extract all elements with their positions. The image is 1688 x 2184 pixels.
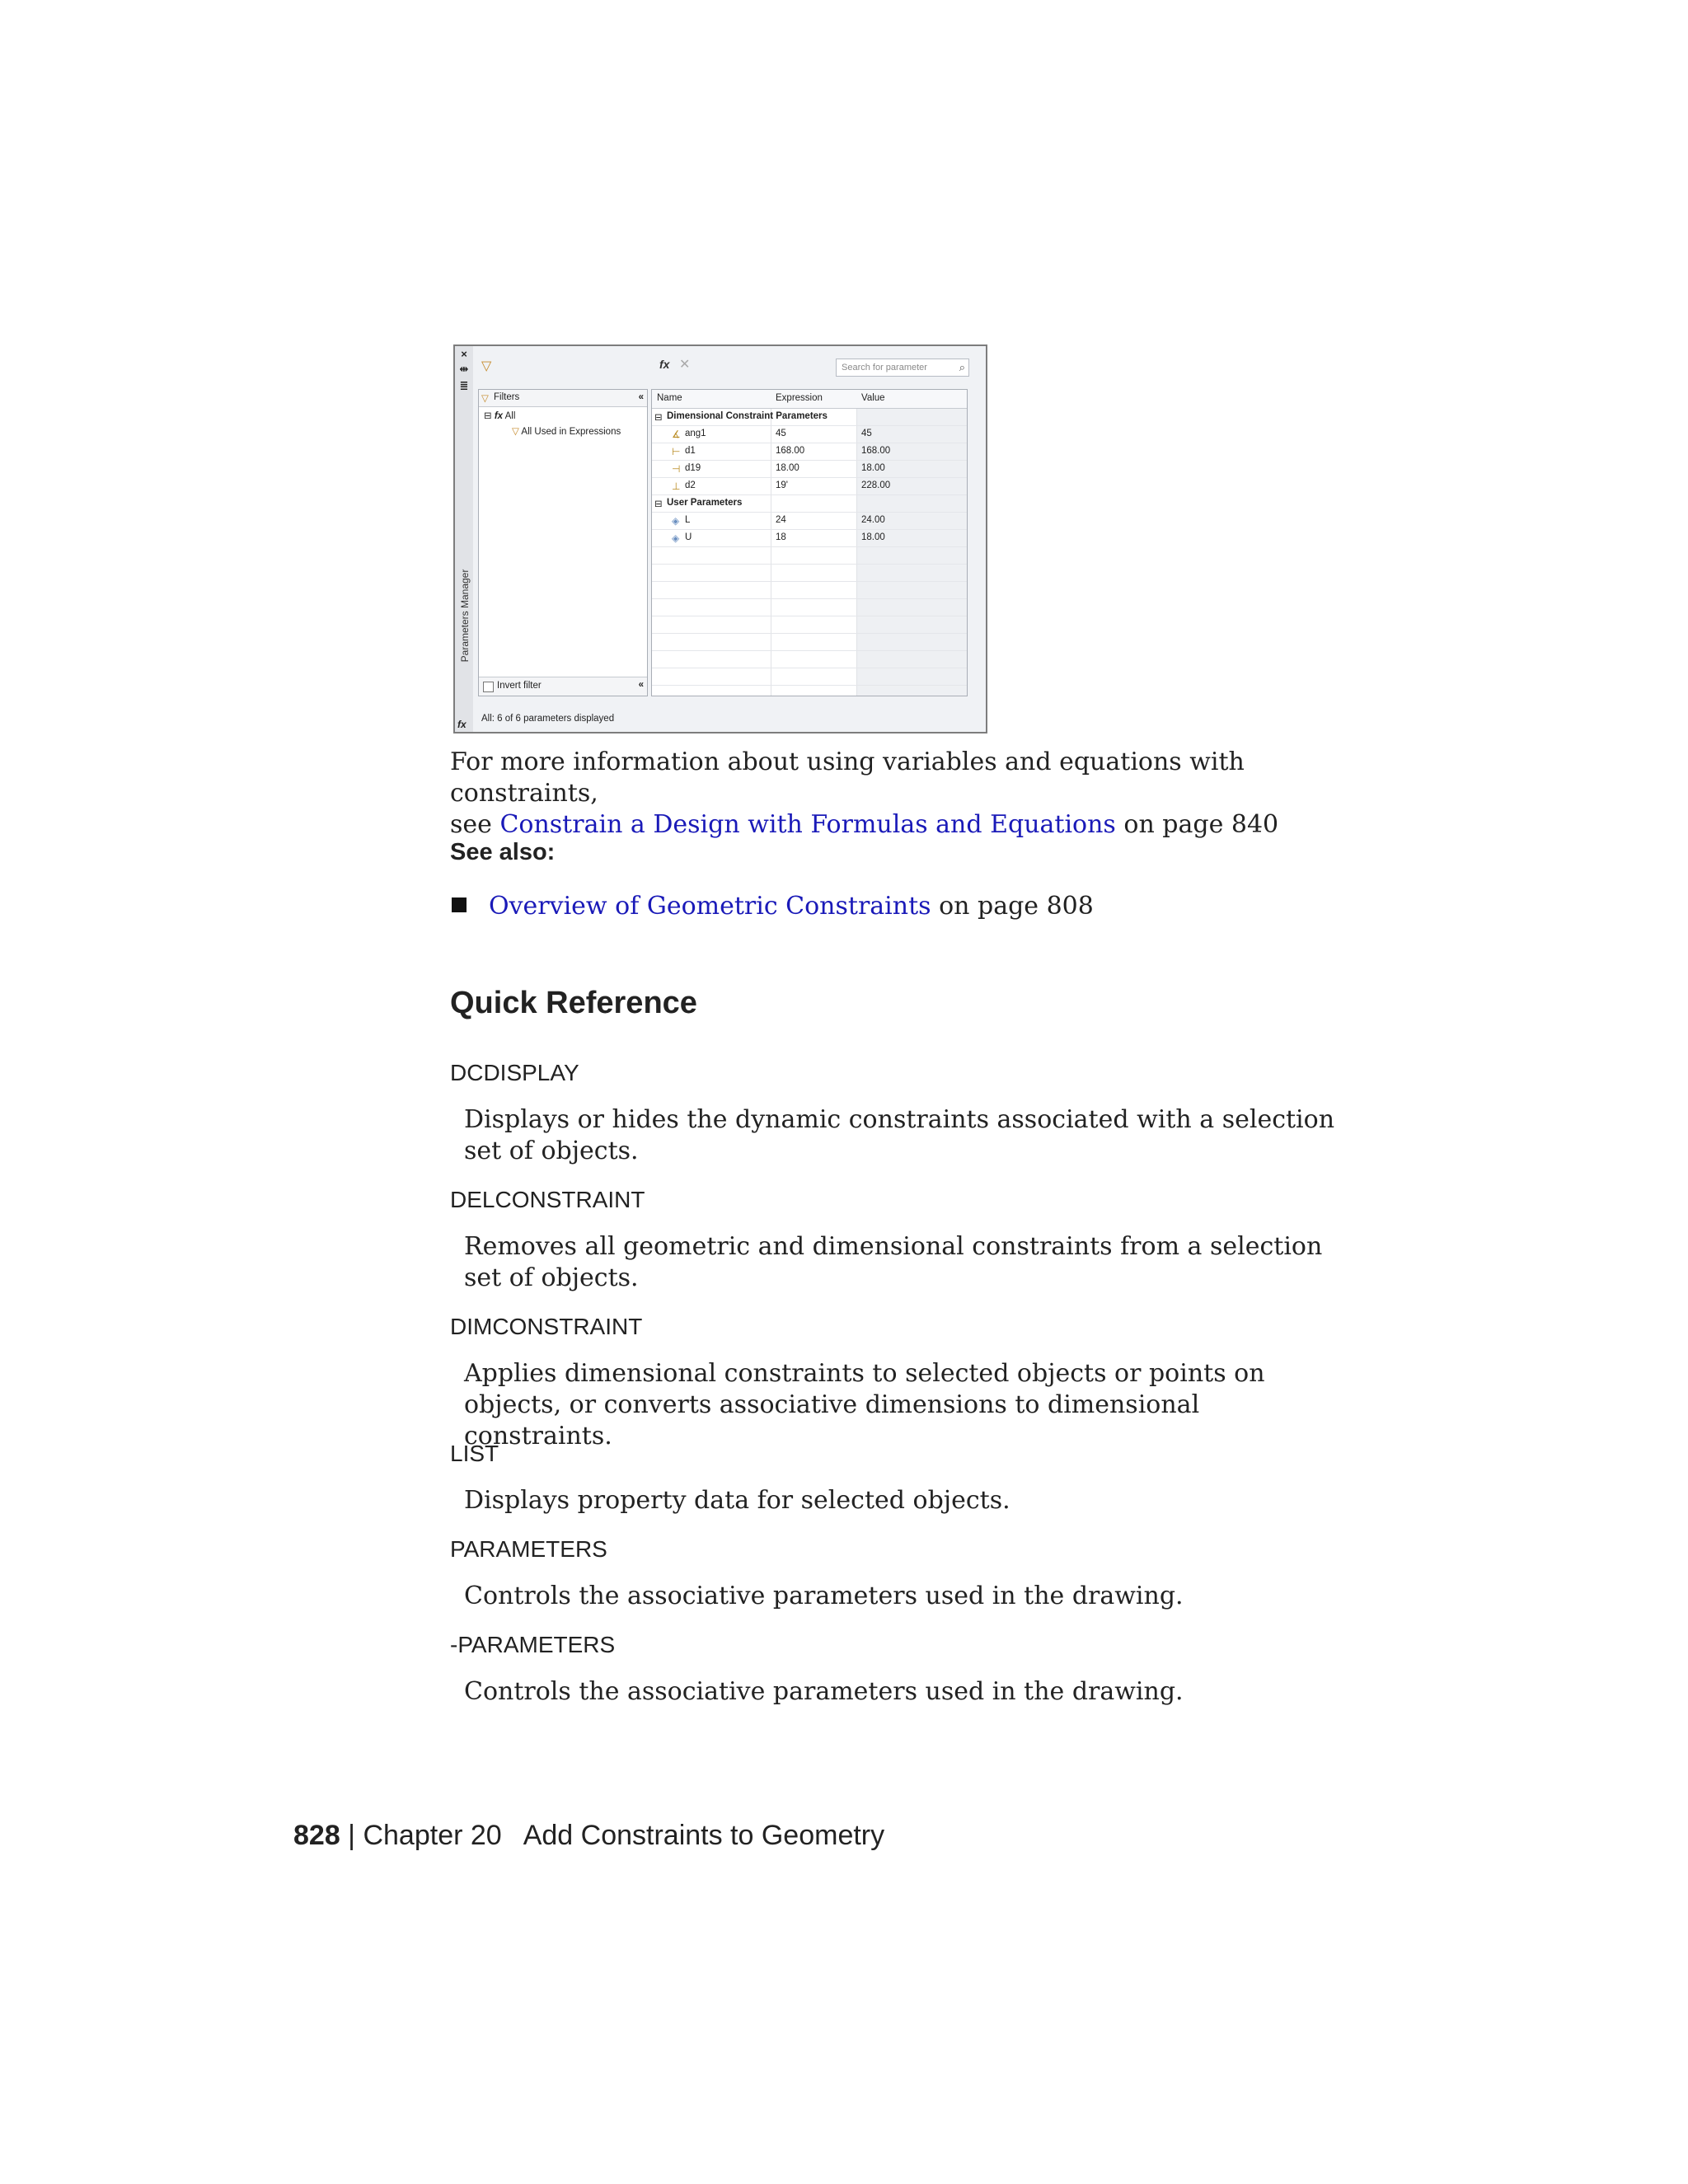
param-value: 18.00 (861, 532, 885, 542)
intro-line-2 (450, 809, 1357, 841)
filter-icon[interactable]: ▽ (481, 359, 492, 373)
table-row[interactable] (652, 460, 967, 478)
command-list[interactable]: LIST (450, 1441, 499, 1466)
tree-item-all[interactable] (484, 410, 515, 421)
group-label: Dimensional Constraint Parameters (667, 411, 828, 421)
overview-geometric-link[interactable]: Overview of Geometric Constraints (489, 892, 931, 921)
param-value: 24.00 (861, 515, 885, 525)
command-dimconstraint[interactable]: DIMCONSTRAINT (450, 1314, 643, 1339)
intro-paragraph (450, 747, 1357, 841)
param-name: U (685, 532, 692, 542)
fx-icon: fx (494, 411, 504, 421)
command-dcdisplay[interactable]: DCDISPLAY (450, 1060, 579, 1085)
tree-item-all-label: All (504, 411, 516, 421)
quick-reference-heading: Quick Reference (450, 986, 697, 1020)
param-name: d2 (685, 480, 696, 490)
delete-icon[interactable]: ✕ (679, 358, 691, 372)
param-name: ang1 (685, 429, 706, 438)
empty-row (652, 546, 967, 565)
close-icon[interactable]: × (461, 348, 467, 360)
table-row[interactable] (652, 425, 967, 443)
filter-icon: ▽ (512, 427, 519, 437)
parameters-manager-screenshot (453, 344, 987, 733)
param-expression[interactable]: 18 (776, 532, 786, 542)
invert-filter-checkbox[interactable] (483, 682, 494, 692)
filter-tree-icon: ▽ (481, 394, 489, 404)
param-name: d1 (685, 446, 696, 456)
collapse-icon[interactable]: « (638, 392, 644, 402)
param-expression[interactable]: 45 (776, 429, 786, 438)
param-value: 168.00 (861, 446, 891, 456)
filters-header (479, 390, 647, 407)
table-row[interactable] (652, 529, 967, 547)
status-text: All: 6 of 6 parameters displayed (481, 714, 615, 724)
tree-item-used-label: All Used in Expressions (521, 427, 621, 437)
table-row[interactable] (652, 477, 967, 495)
empty-row (652, 564, 967, 582)
see-also-item (489, 891, 1094, 922)
intro-see: see (450, 810, 500, 839)
collapse-minus-icon[interactable]: ⊟ (654, 413, 663, 423)
tree-item-used[interactable] (512, 425, 621, 437)
param-expression[interactable]: 18.00 (776, 463, 799, 473)
command-minus-parameters[interactable]: -PARAMETERS (450, 1632, 616, 1657)
palette-strip (455, 346, 474, 732)
param-value: 45 (861, 429, 872, 438)
filters-pane (478, 389, 648, 696)
group-label: User Parameters (667, 498, 743, 508)
param-value: 228.00 (861, 480, 891, 490)
grid-header (652, 390, 967, 409)
parameters-grid (651, 389, 968, 696)
table-row[interactable] (652, 443, 967, 461)
chapter-title: Add Constraints to Geometry (523, 1820, 885, 1851)
page-footer (293, 1820, 884, 1852)
new-parameter-icon[interactable]: fx (659, 358, 670, 371)
intro-line-1: For more information about using variables and equations with constraints, (450, 748, 1245, 808)
palette-title: Parameters Manager (459, 569, 471, 663)
linear-constraint-icon: ⊣ (672, 463, 681, 475)
command-parameters[interactable]: PARAMETERS (450, 1536, 607, 1562)
collapse-minus-icon[interactable]: ⊟ (654, 499, 663, 509)
constrain-design-link[interactable]: Constrain a Design with Formulas and Equations (499, 810, 1116, 839)
col-expression[interactable]: Expression (776, 393, 823, 403)
search-icon: ⌕ (959, 361, 965, 373)
col-value[interactable]: Value (861, 393, 885, 403)
table-row[interactable] (652, 512, 967, 530)
param-expression[interactable]: 19' (776, 480, 788, 490)
chapter-label: Chapter 20 (363, 1820, 502, 1851)
filters-label: Filters (494, 392, 520, 402)
empty-row (652, 581, 967, 599)
param-name: L (685, 515, 691, 525)
palette-body (473, 346, 986, 732)
empty-row (652, 668, 967, 686)
command-desc: Controls the associative parameters used in the drawing. (464, 1582, 1184, 1610)
see-also-heading: See also: (450, 839, 556, 865)
param-expression[interactable]: 168.00 (776, 446, 805, 456)
command-desc: Removes all geometric and dimensional constraints from a selection set of objects. (464, 1232, 1323, 1292)
group-row[interactable] (652, 408, 967, 426)
toolbar (473, 346, 986, 384)
command-desc: Applies dimensional constraints to selected objects or points on objects, or converts associative dimensions to dimensional constraints. (464, 1359, 1265, 1451)
col-name[interactable]: Name (657, 393, 682, 403)
auto-hide-icon[interactable]: ⇹ (459, 363, 469, 375)
group-row[interactable] (652, 494, 967, 513)
empty-row (652, 616, 967, 634)
fx-icon: fx (457, 719, 467, 730)
user-parameter-icon: ◈ (672, 532, 680, 544)
command-desc: Displays property data for selected objects. (464, 1486, 1010, 1515)
empty-row (652, 633, 967, 651)
command-desc: Displays or hides the dynamic constraints associated with a selection set of objects. (464, 1105, 1335, 1165)
horizontal-constraint-icon: ⊢ (672, 446, 681, 457)
page-number: 828 (293, 1820, 340, 1851)
vertical-constraint-icon: ⊥ (672, 480, 681, 492)
command-delconstraint[interactable]: DELCONSTRAINT (450, 1187, 645, 1212)
filters-footer (479, 677, 647, 696)
intro-suffix: on page 840 (1115, 810, 1279, 839)
param-name: d19 (685, 463, 701, 473)
search-placeholder: Search for parameter (842, 363, 927, 373)
empty-row (652, 650, 967, 668)
search-input[interactable] (836, 359, 969, 377)
collapse-icon[interactable]: « (638, 680, 644, 690)
user-parameter-icon: ◈ (672, 515, 680, 527)
footer-separator: | (340, 1820, 363, 1851)
empty-row (652, 598, 967, 616)
command-desc: Controls the associative parameters used in the drawing. (464, 1677, 1184, 1706)
angular-constraint-icon: ∡ (672, 429, 681, 440)
param-expression[interactable]: 24 (776, 515, 786, 525)
invert-filter-label: Invert filter (497, 681, 542, 691)
expand-minus-icon[interactable]: ⊟ (484, 411, 492, 421)
see-also-suffix: on page 808 (931, 892, 1094, 921)
properties-icon[interactable]: ≣ (459, 379, 469, 391)
param-value: 18.00 (861, 463, 885, 473)
bullet-square (452, 898, 467, 912)
